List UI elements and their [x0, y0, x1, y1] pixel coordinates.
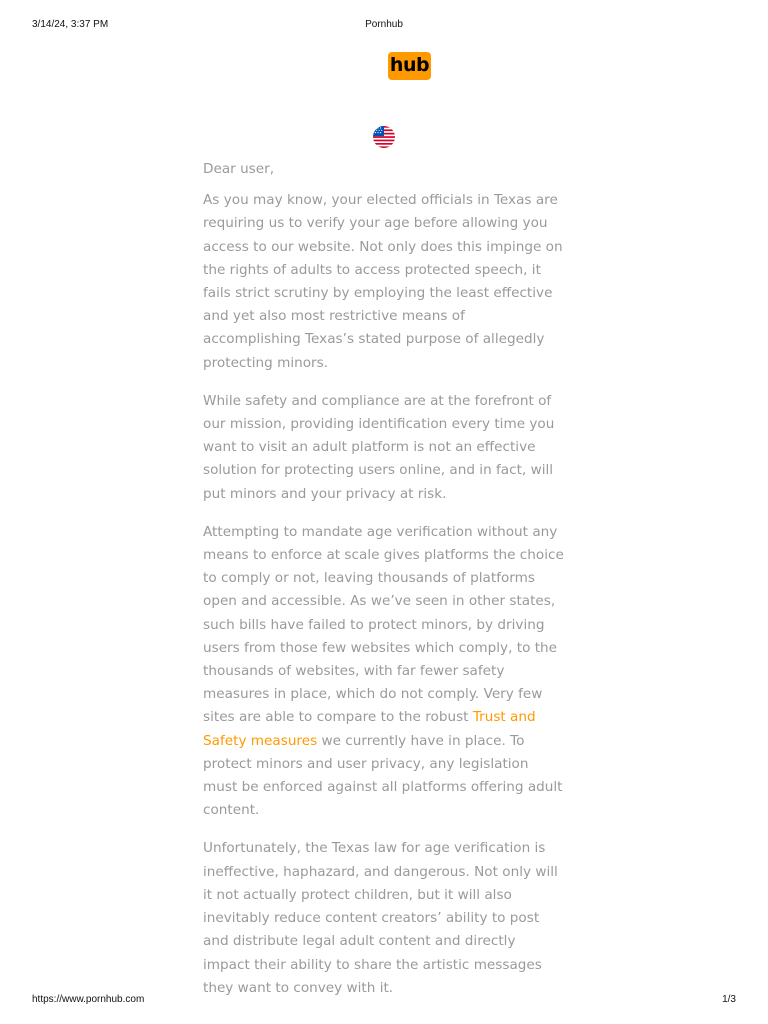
print-page-number: 1/3	[722, 994, 736, 1005]
print-datetime: 3/14/24, 3:37 PM	[32, 19, 109, 30]
print-header	[32, 19, 736, 33]
print-footer	[32, 994, 736, 1008]
print-page-title: Pornhub	[365, 19, 403, 30]
letter-greeting: Dear user,	[203, 161, 275, 177]
letter-paragraph-1: As you may know, your elected officials in Texas are requiring us to verify your age before allowing you access to our website. Not only does this impinge on the rights of adults to access protected speech, it fails strict scrutiny by employing the least effective and yet also most restrictive means of accomplishing Texas’s stated purpose of allegedly protecting minors.	[203, 192, 563, 371]
print-url: https://www.pornhub.com	[32, 994, 145, 1005]
trust-and-safety-link[interactable]: Trust and Safety measures	[203, 709, 536, 749]
letter-paragraph-2: While safety and compliance are at the forefront of our mission, providing identification every time you want to visit an adult platform is not an effective solution for protecting users online, and in fact, will put minors and your privacy at risk.	[203, 392, 555, 502]
letter-paragraph-3-part-1: Attempting to mandate age verification without any means to enforce at scale gives platforms the choice to comply or not, leaving thousands of platforms open and accessible. As we’ve seen in other states, such bills have failed to protect minors, by driving users from those few websites which comply, to the thousands of websites, with far fewer safety measures in place, which do not comply. Very few sites are able to compare to the robust	[203, 523, 564, 726]
letter-paragraph-4: Unfortunately, the Texas law for age verification is ineffective, haphazard, and dangerous. Not only will it not actually protect children, but it will also inevitably reduce content creators’ ability to post and distribute legal adult content and directly impact their ability to share the artistic messages they want to convey with it.	[203, 840, 558, 996]
letter-paragraph-3-part-2: we currently have in place. To protect minors and user privacy, any legislation must be enforced against all platforms offering adult content.	[203, 732, 563, 819]
letter-body	[203, 158, 565, 1015]
site-logo[interactable]: hub	[388, 52, 431, 80]
letter-paragraph-3	[203, 521, 565, 823]
us-flag-icon[interactable]	[373, 126, 395, 148]
